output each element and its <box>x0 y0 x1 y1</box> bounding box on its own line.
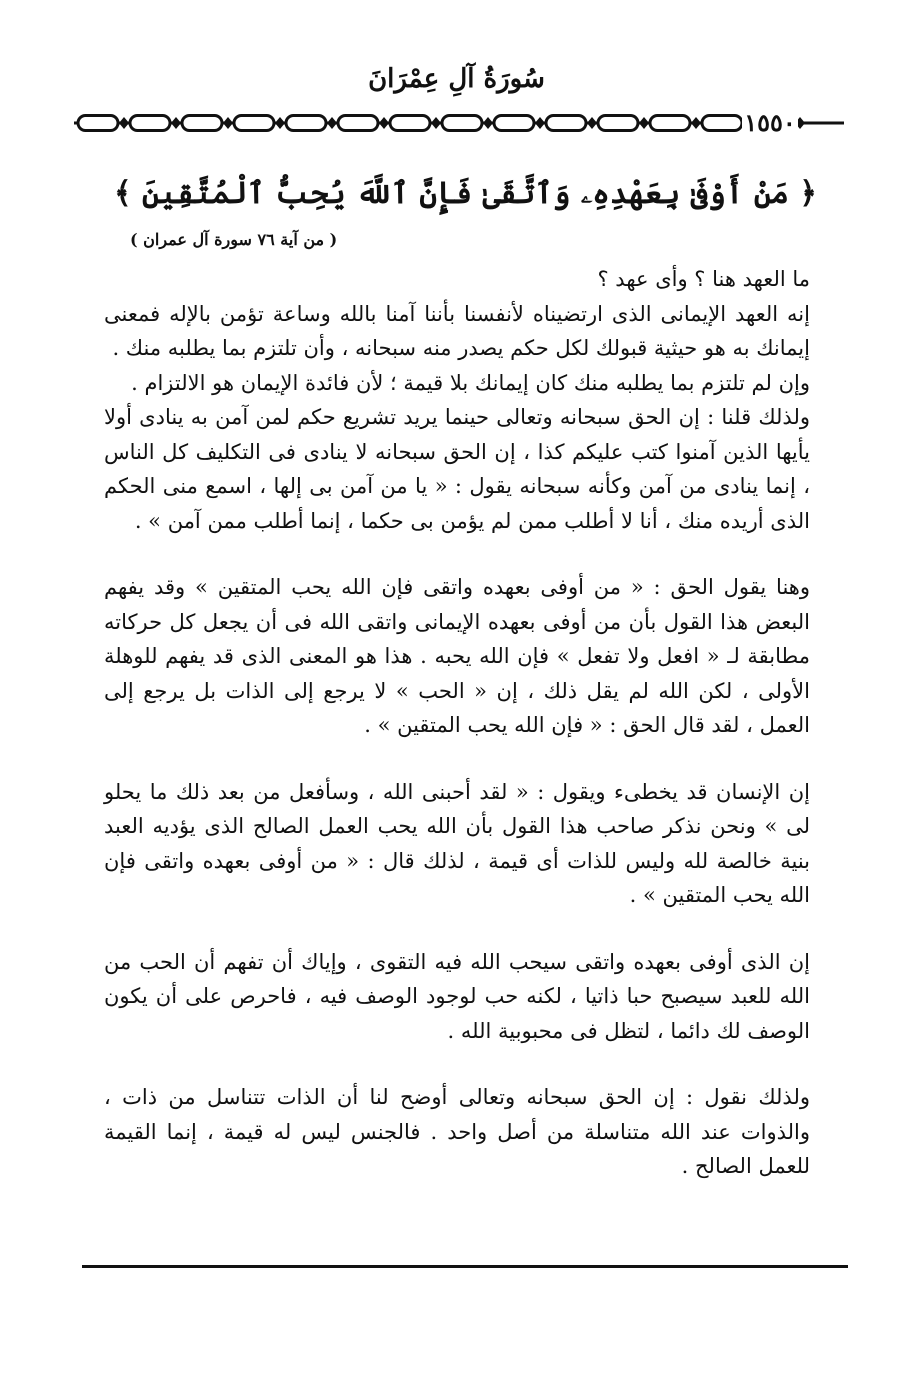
chain-diamond <box>379 117 389 129</box>
chain-link <box>546 116 586 131</box>
chain-link <box>182 116 222 131</box>
chain-ornament <box>74 108 844 138</box>
chain-link <box>598 116 638 131</box>
chain-diamond <box>171 117 181 129</box>
paragraph: إن الذى أوفى بعهده واتقى سيحب الله فيه التقوى ، وإياك أن تفهم أن الحب من الله للعبد سيصبح حبا ذاتيا ، لكنه حب لوجود الوصف فيه ، فاحرص على أن يكون الوصف لك دائما ، لتظل فى محبوبية الله . <box>104 949 810 1043</box>
chain-diamond <box>639 117 649 129</box>
chain-diamond <box>119 117 129 129</box>
verse-reference: ( من آية ٧٦ سورة آل عمران ) <box>130 230 338 249</box>
chain-diamond <box>483 117 493 129</box>
chain-link <box>650 116 690 131</box>
quran-verse: ﴿ مَنْ أَوْفَىٰ بِعَهْدِهِۦ وَٱتَّقَىٰ فَإِنَّ ٱللَّهَ يُحِبُّ ٱلْمُتَّقِينَ ﴾ <box>113 176 817 211</box>
bottom-rule <box>82 1265 848 1268</box>
chain-diamond <box>327 117 337 129</box>
chain-diamond <box>223 117 233 129</box>
surah-title: سُورَةُ آلِ عِمْرَانَ <box>368 64 545 94</box>
paragraph: إن الإنسان قد يخطىء ويقول : « لقد أحبنى الله ، وسأفعل من بعد ذلك ما يحلو لى » ونحن نذكر صاحب هذا القول بأن الله يحب العمل الصالح الذى يؤديه العبد بنية خالصة لله وليس للذات أى قيمة ، لذلك قال : « من أوفى بعهده واتقى فإن الله يحب المتقين » . <box>104 779 810 907</box>
chain-link <box>78 116 118 131</box>
chain-diamond <box>535 117 545 129</box>
chain-link <box>702 116 742 131</box>
paragraph: ولذلك قلنا : إن الحق سبحانه وتعالى حينما يريد تشريع حكم لمن آمن به ينادى أولا يأيها الذين آمنوا كتب عليكم كذا ، إن الحق سبحانه لا ينادى فى التكليف كل الناس ، إنما ينادى من آمن وكأنه سبحانه يقول : « يا من آمن بى إلها ، اسمع منى الحكم الذى أريده منك ، أنا لا أطلب ممن لم يؤمن بى حكما ، إنما أطلب ممن آمن » . <box>104 405 810 533</box>
page-number: ١٥٥٠ <box>742 108 798 138</box>
paragraph: وهنا يقول الحق : « من أوفى بعهده واتقى فإن الله يحب المتقين » وقد يفهم البعض هذا القول بأن من أوفى بعهده الإيمانى واتقى الله فى أن يجعل كل حركاته مطابقة لـ « افعل ولا تفعل » فإن الله يحبه . هذا هو المعنى الذى قد يفهم للوهلة الأولى ، لكن الله لم يقل ذلك ، إن « الحب » لا يرجع إلى الذات بل يرجع إلى العمل ، لقد قال الحق : « فإن الله يحب المتقين » . <box>104 575 811 737</box>
paragraph: ولذلك نقول : إن الحق سبحانه وتعالى أوضح لنا أن الذات تتناسل من ذات ، والذوات عند الله متناسلة من أصل واحد . فالجنس ليس له قيمة ، إنما القيمة للعمل الصالح . <box>104 1085 810 1178</box>
paragraph: إنه العهد الإيمانى الذى ارتضيناه لأنفسنا بأننا آمنا بالله وساعة تؤمن بالإله فمعنى إيمانك به هو حيثية قبولك لكل حكم يصدر منه سبحانه ، وأن تلتزم بما يطلبه منك . <box>104 301 810 360</box>
chain-diamond <box>587 117 597 129</box>
body-text <box>104 262 810 1184</box>
chain-link <box>130 116 170 131</box>
chain-link <box>234 116 274 131</box>
ornamental-border <box>74 108 844 138</box>
chain-link <box>494 116 534 131</box>
chain-diamond <box>431 117 441 129</box>
paragraph: وإن لم تلتزم بما يطلبه منك كان إيمانك بلا قيمة ؛ لأن فائدة الإيمان هو الالتزام . <box>131 370 810 395</box>
paragraph: ما العهد هنا ؟ وأى عهد ؟ <box>597 267 810 291</box>
chain-diamond <box>275 117 285 129</box>
chain-link <box>338 116 378 131</box>
chain-diamond <box>691 117 701 129</box>
chain-link <box>442 116 482 131</box>
chain-link <box>390 116 430 131</box>
chain-link <box>286 116 326 131</box>
